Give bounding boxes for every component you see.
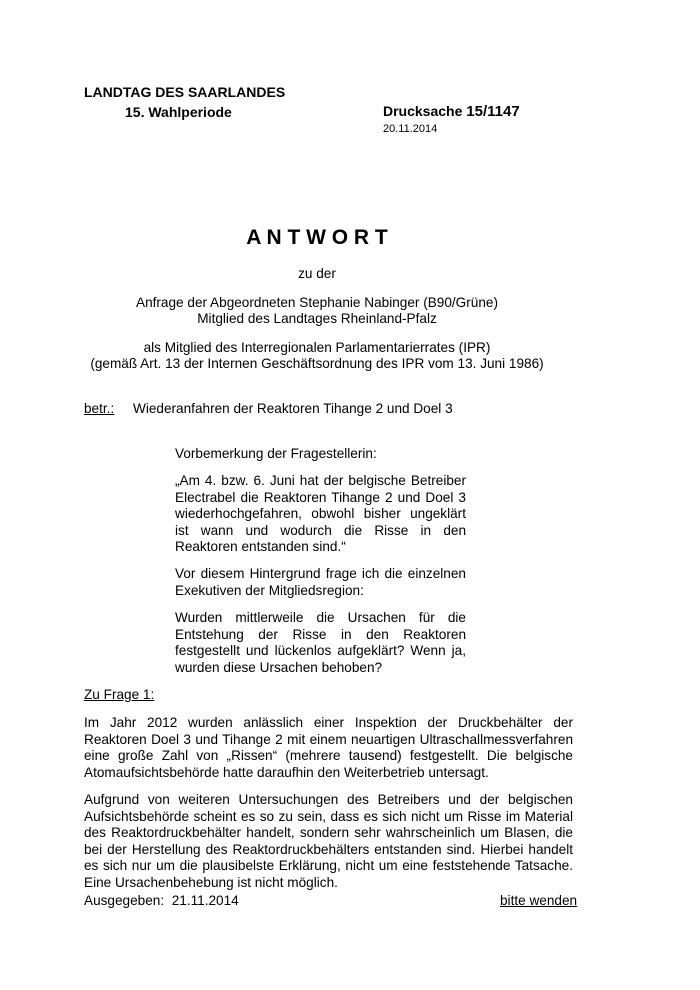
drucksache-label: Drucksache <box>383 103 463 119</box>
turn-page-note: bitte wenden <box>500 893 578 908</box>
zu-der: zu der <box>298 266 336 281</box>
issued-block <box>84 893 239 910</box>
subject-text: Wiederanfahren der Reaktoren Tihange 2 und Doel 3 <box>133 401 453 416</box>
answer-paragraph-1: Im Jahr 2012 wurden anlässlich einer Inspektion der Druckbehälter der Reaktoren Doel 3 und Tihange 2 mit einem neuartigen Ultraschallmessverfahren eine große Zahl von „Rissen“ (mehrere tausend) festgestellt. Die belgische Atomaufsichtsbehörde hatte daraufhin den Weiterbetrieb untersagt. <box>84 715 573 780</box>
ipr-line: als Mitglied des Interregionalen Parlamentarierrates (IPR) <box>143 340 491 355</box>
issued-label: Ausgegeben: <box>84 893 165 908</box>
answer-paragraph-2: Aufgrund von weiteren Untersuchungen des Betreibers und der belgischen Aufsichtsbehörde scheint es so zu sein, dass es sich nicht um Risse im Material des Reaktordruckbehälter handelt, sondern sehr wahrscheinlich um Blasen, die bei der Herstellung des Reaktordruckbehälters entstanden sind. Hierbei handelt es sich nur um die plausibelste Erklärung, nicht um eine feststehende Tatsache. Eine Ursachenbehebung ist nicht möglich. <box>84 792 573 890</box>
document-title: A N T W O R T <box>246 226 388 249</box>
legislative-period: 15. Wahlperiode <box>125 104 232 120</box>
subject-label: betr.: <box>84 401 115 416</box>
drucksache-label-block <box>383 103 520 121</box>
mitglied-line: Mitglied des Landtages Rheinland-Pfalz <box>197 311 437 326</box>
document-date: 20.11.2014 <box>383 123 438 135</box>
preliminary-quote: „Am 4. bzw. 6. Juni hat der belgische Betreiber Electrabel die Reaktoren Tihange 2 und Doel 3 wiederhochgefahren, obwohl bisher ungeklärt ist wann und wodurch die Risse in den Reaktoren entstanden sind.“ <box>175 473 466 554</box>
anfrage-line: Anfrage der Abgeordneten Stephanie Nabinger (B90/Grüne) <box>136 295 498 310</box>
question-text: Wurden mittlerweile die Ursachen für die Entstehung der Risse in den Reaktoren festgestellt und lückenlos aufgeklärt? Wenn ja, wurden diese Ursachen behoben? <box>175 610 466 675</box>
gemaess-line: (gemäß Art. 13 der Internen Geschäftsordnung des IPR vom 13. Juni 1986) <box>90 356 544 371</box>
background-question-intro: Vor diesem Hintergrund frage ich die einzelnen Exekutiven der Mitgliedsregion: <box>175 566 466 598</box>
institution-name: LANDTAG DES SAARLANDES <box>84 84 286 100</box>
answer-heading: Zu Frage 1: <box>84 687 155 702</box>
drucksache-number: 15/1147 <box>466 103 520 120</box>
issued-date: 21.11.2014 <box>171 893 239 908</box>
preliminary-heading: Vorbemerkung der Fragestellerin: <box>175 446 377 461</box>
